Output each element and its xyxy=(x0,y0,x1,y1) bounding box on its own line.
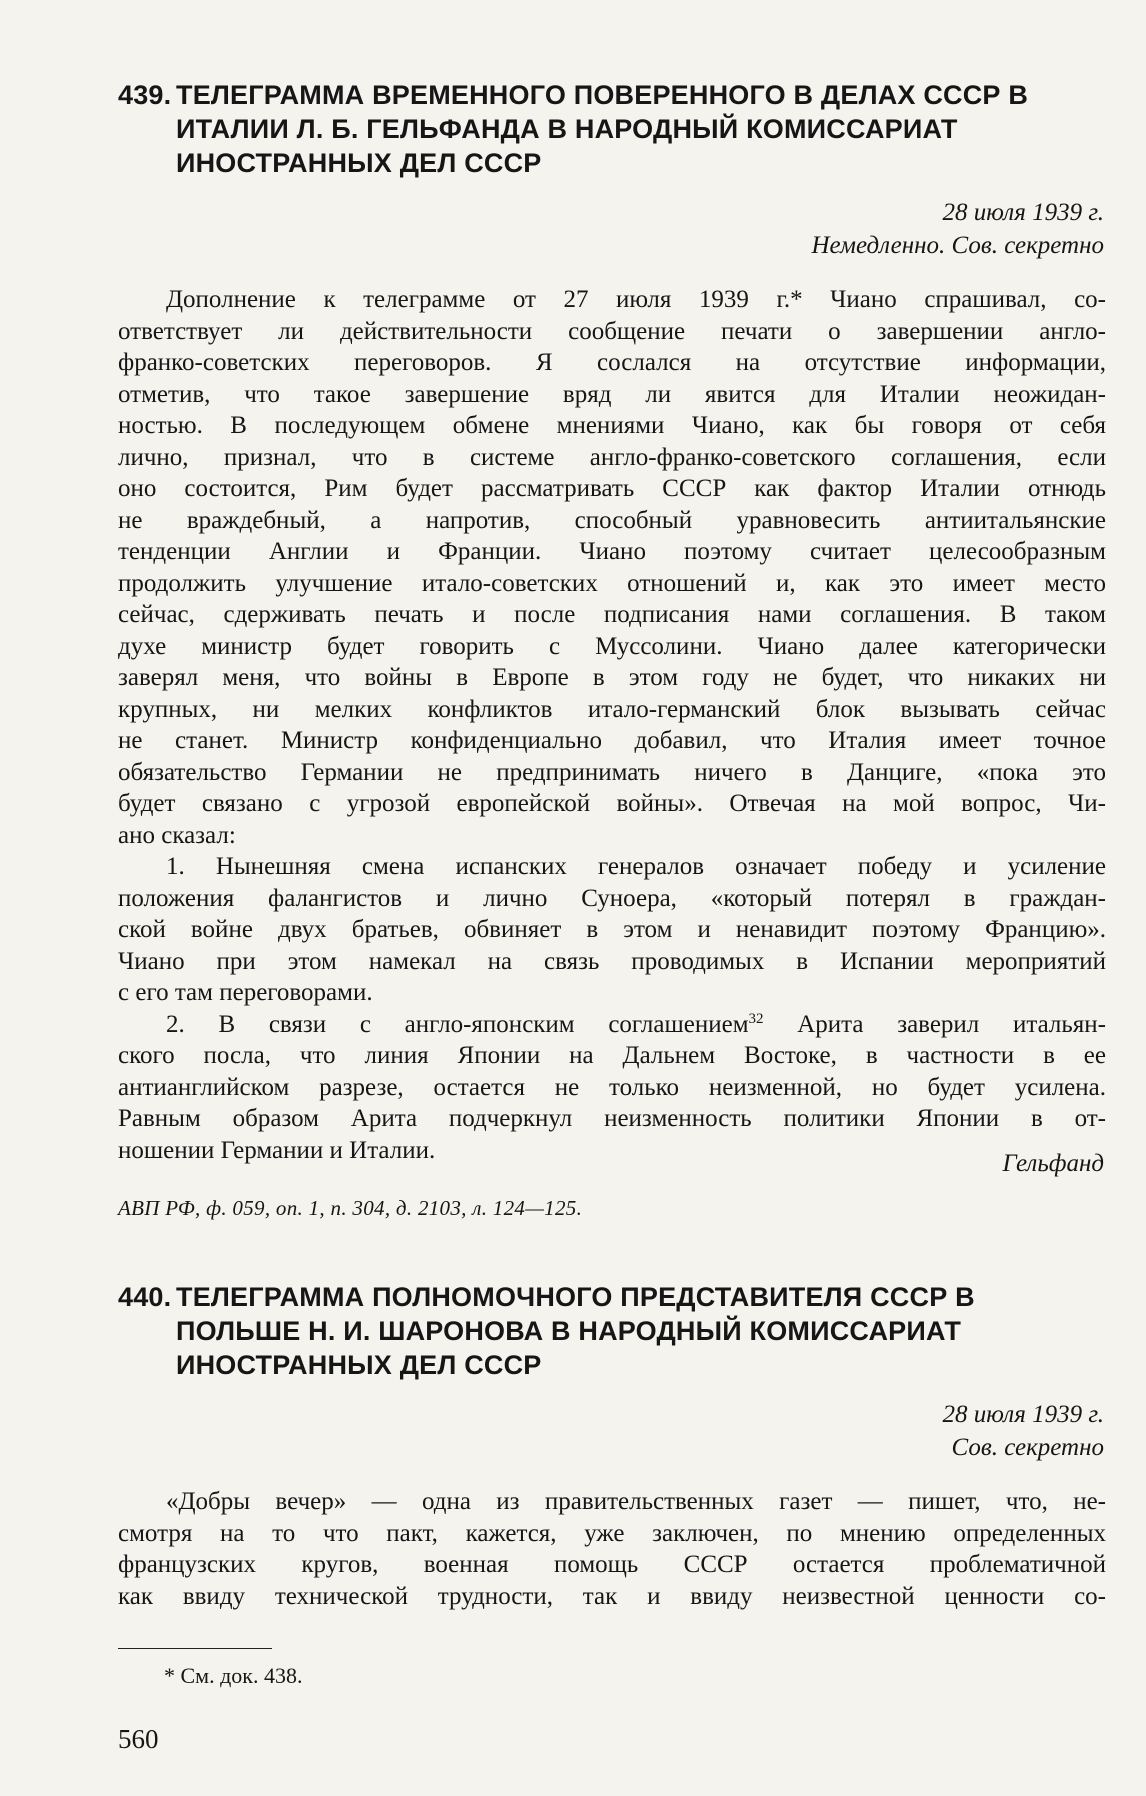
doc440-heading xyxy=(118,1280,1110,1382)
doc439-number: 439. xyxy=(118,80,172,110)
doc439-heading-line-1: 439. ТЕЛЕГРАММА ВРЕМЕННОГО ПОВЕРЕННОГО В ДЕЛАХ СССР В xyxy=(118,80,1029,110)
doc439-heading-line-3: ИНОСТРАННЫХ ДЕЛ СССР xyxy=(176,148,542,178)
doc440-classification: Сов. секретно xyxy=(951,1434,1104,1461)
doc439-paragraph-1: Дополнение к телеграмме от 27 июля 1939 г.* Чиано спрашивал, со- ответствует ли действительности сообщение печати о завершении англо- франко-советских переговоров. Я сослался на отсутствие информации, отметив, что такое завершение вряд ли явится для Италии неожидан- ностью. В последующем обмене мнениями Чиано, как бы говоря от себя лично, признал, что в системе англо-франко-советского соглашения, если оно состоится, Рим будет рассматривать СССР как фактор Италии отнюдь не враждебный, а напротив, способный уравновесить антиитальянские тенденции Англии и Франции. Чиано поэтому считает целесообразным продолжить улучшение итало-советских отношений и, как это имеет место сейчас, сдерживать печать и после подписания нами соглашения. В таком духе министр будет говорить с Муссолини. Чиано далее категорически заверял меня, что войны в Европе в этом году не будет, что никаких ни крупных, ни мелких конфликтов итало-германский блок вызывать сейчас не станет. Министр конфиденциально добавил, что Италия имеет точное обязательство Германии не предпринимать ничего в Данциге, «пока это будет связано с угрозой европейской войны». Отвечая на мой вопрос, Чи- ано сказал: xyxy=(118,286,1106,849)
footnote: * См. док. 438. xyxy=(164,1663,303,1688)
doc440-paragraph-1: «Добры вечер» — одна из правительственных газет — пишет, что, не- смотря на то что пакт, кажется, уже заключен, по мнению определенных французских кругов, военная помощь СССР остается проблематичной как ввиду технической трудности, так и ввиду неизвестной ценности со- xyxy=(118,1488,1106,1610)
doc439-paragraph-2: 1. Нынешняя смена испанских генералов означает победу и усиление положения фалангистов и лично Суноера, «который потерял в граждан- ской войне двух братьев, обвиняет в этом и ненавидит поэтому Францию». Чиано при этом намекал на связь проводимых в Испании мероприятий с его там переговорами. xyxy=(118,853,1106,1006)
doc439-archive-reference: АВП РФ, ф. 059, оп. 1, п. 304, д. 2103, л. 124—125. xyxy=(118,1196,583,1220)
doc440-number: 440. xyxy=(118,1282,172,1312)
footnote-divider xyxy=(118,1648,272,1649)
page-number: 560 xyxy=(118,1724,159,1754)
doc439-classification: Немедленно. Сов. секретно xyxy=(811,232,1104,259)
endnote-marker-32[interactable]: 32 xyxy=(748,1010,764,1027)
doc440-body xyxy=(118,1486,1106,1612)
doc440-date: 28 июля 1939 г. xyxy=(942,1401,1104,1428)
doc439-paragraph-3: 2. В связи с англо-японским соглашением$^{32}$ Арита заверил итальян- ского посла, что линия Японии на Дальнем Востоке, в частности в ее антианглийском разрезе, остается не только неизменной, но будет усилена. Равным образом Арита подчеркнул неизменность политики Японии в от- ношении Германии и Италии. xyxy=(118,1010,1106,1164)
doc440-meta xyxy=(943,1398,1104,1464)
doc439-meta xyxy=(811,196,1104,262)
doc440-heading-line-1: 440. ТЕЛЕГРАММА ПОЛНОМОЧНОГО ПРЕДСТАВИТЕЛЯ СССР В xyxy=(118,1282,975,1312)
doc439-body xyxy=(118,284,1106,1166)
doc439-signature: Гельфанд xyxy=(1002,1150,1104,1177)
doc440-heading-line-3: ИНОСТРАННЫХ ДЕЛ СССР xyxy=(176,1350,542,1380)
doc439-date: 28 июля 1939 г. xyxy=(942,199,1104,226)
doc439-heading-line-2: ИТАЛИИ Л. Б. ГЕЛЬФАНДА В НАРОДНЫЙ КОМИССАРИАТ xyxy=(176,114,958,144)
doc440-heading-line-2: ПОЛЬШЕ Н. И. ШАРОНОВА В НАРОДНЫЙ КОМИССАРИАТ xyxy=(176,1316,962,1346)
doc439-heading xyxy=(118,78,1110,180)
